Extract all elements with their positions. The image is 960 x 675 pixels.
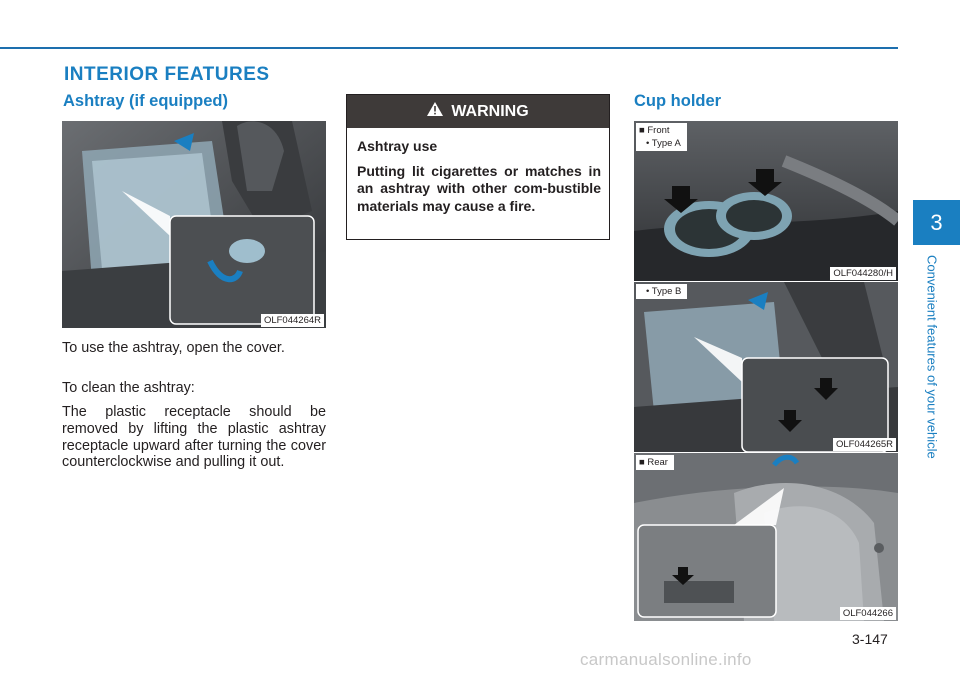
rear-label: ■ Rear [639, 457, 668, 468]
type-a-label: • Type A [646, 138, 681, 149]
ashtray-image-code: OLF044264R [261, 314, 324, 327]
cup-holder-rear-image-code: OLF044266 [840, 607, 896, 620]
ashtray-para-remove: The plastic receptacle should be removed by lifting the plastic ashtray receptacle upward after turning the cover counterclockwise and pulling it out. [62, 404, 326, 471]
cup-holder-type-b-image-code: OLF044265R [833, 438, 896, 451]
cup-holder-type-b-photo [634, 282, 898, 452]
cup-holder-front-image-code: OLF044280/H [830, 267, 896, 280]
type-b-label: • Type B [646, 286, 682, 297]
warning-text: Putting lit cigarettes or matches in an ashtray with other com-bustible materials may cause a fire. [357, 163, 601, 214]
cup-holder-type-b-tag [636, 284, 687, 299]
page-number: 3-147 [852, 631, 888, 647]
ashtray-heading: Ashtray (if equipped) [63, 92, 229, 110]
warning-triangle-icon [427, 102, 443, 121]
chapter-title: Convenient features of your vehicle [924, 255, 940, 459]
warning-box [346, 94, 610, 240]
cup-holder-heading: Cup holder [634, 92, 722, 110]
cup-holder-front-tag [636, 123, 687, 151]
warning-subtitle: Ashtray use [357, 138, 438, 154]
cup-holder-rear-tag [636, 455, 674, 470]
cup-holder-rear-photo [634, 453, 898, 621]
chapter-number-tab: 3 [913, 200, 960, 245]
top-rule [0, 47, 898, 49]
front-label: ■ Front [639, 125, 670, 136]
ashtray-para-clean: To clean the ashtray: [62, 380, 195, 396]
section-title: INTERIOR FEATURES [64, 64, 270, 85]
warning-header [347, 95, 609, 128]
cup-holder-front-photo [634, 121, 898, 281]
ashtray-photo [62, 121, 326, 328]
ashtray-para-open: To use the ashtray, open the cover. [62, 340, 285, 356]
warning-title: WARNING [451, 102, 529, 120]
watermark: carmanualsonline.info [580, 650, 752, 669]
